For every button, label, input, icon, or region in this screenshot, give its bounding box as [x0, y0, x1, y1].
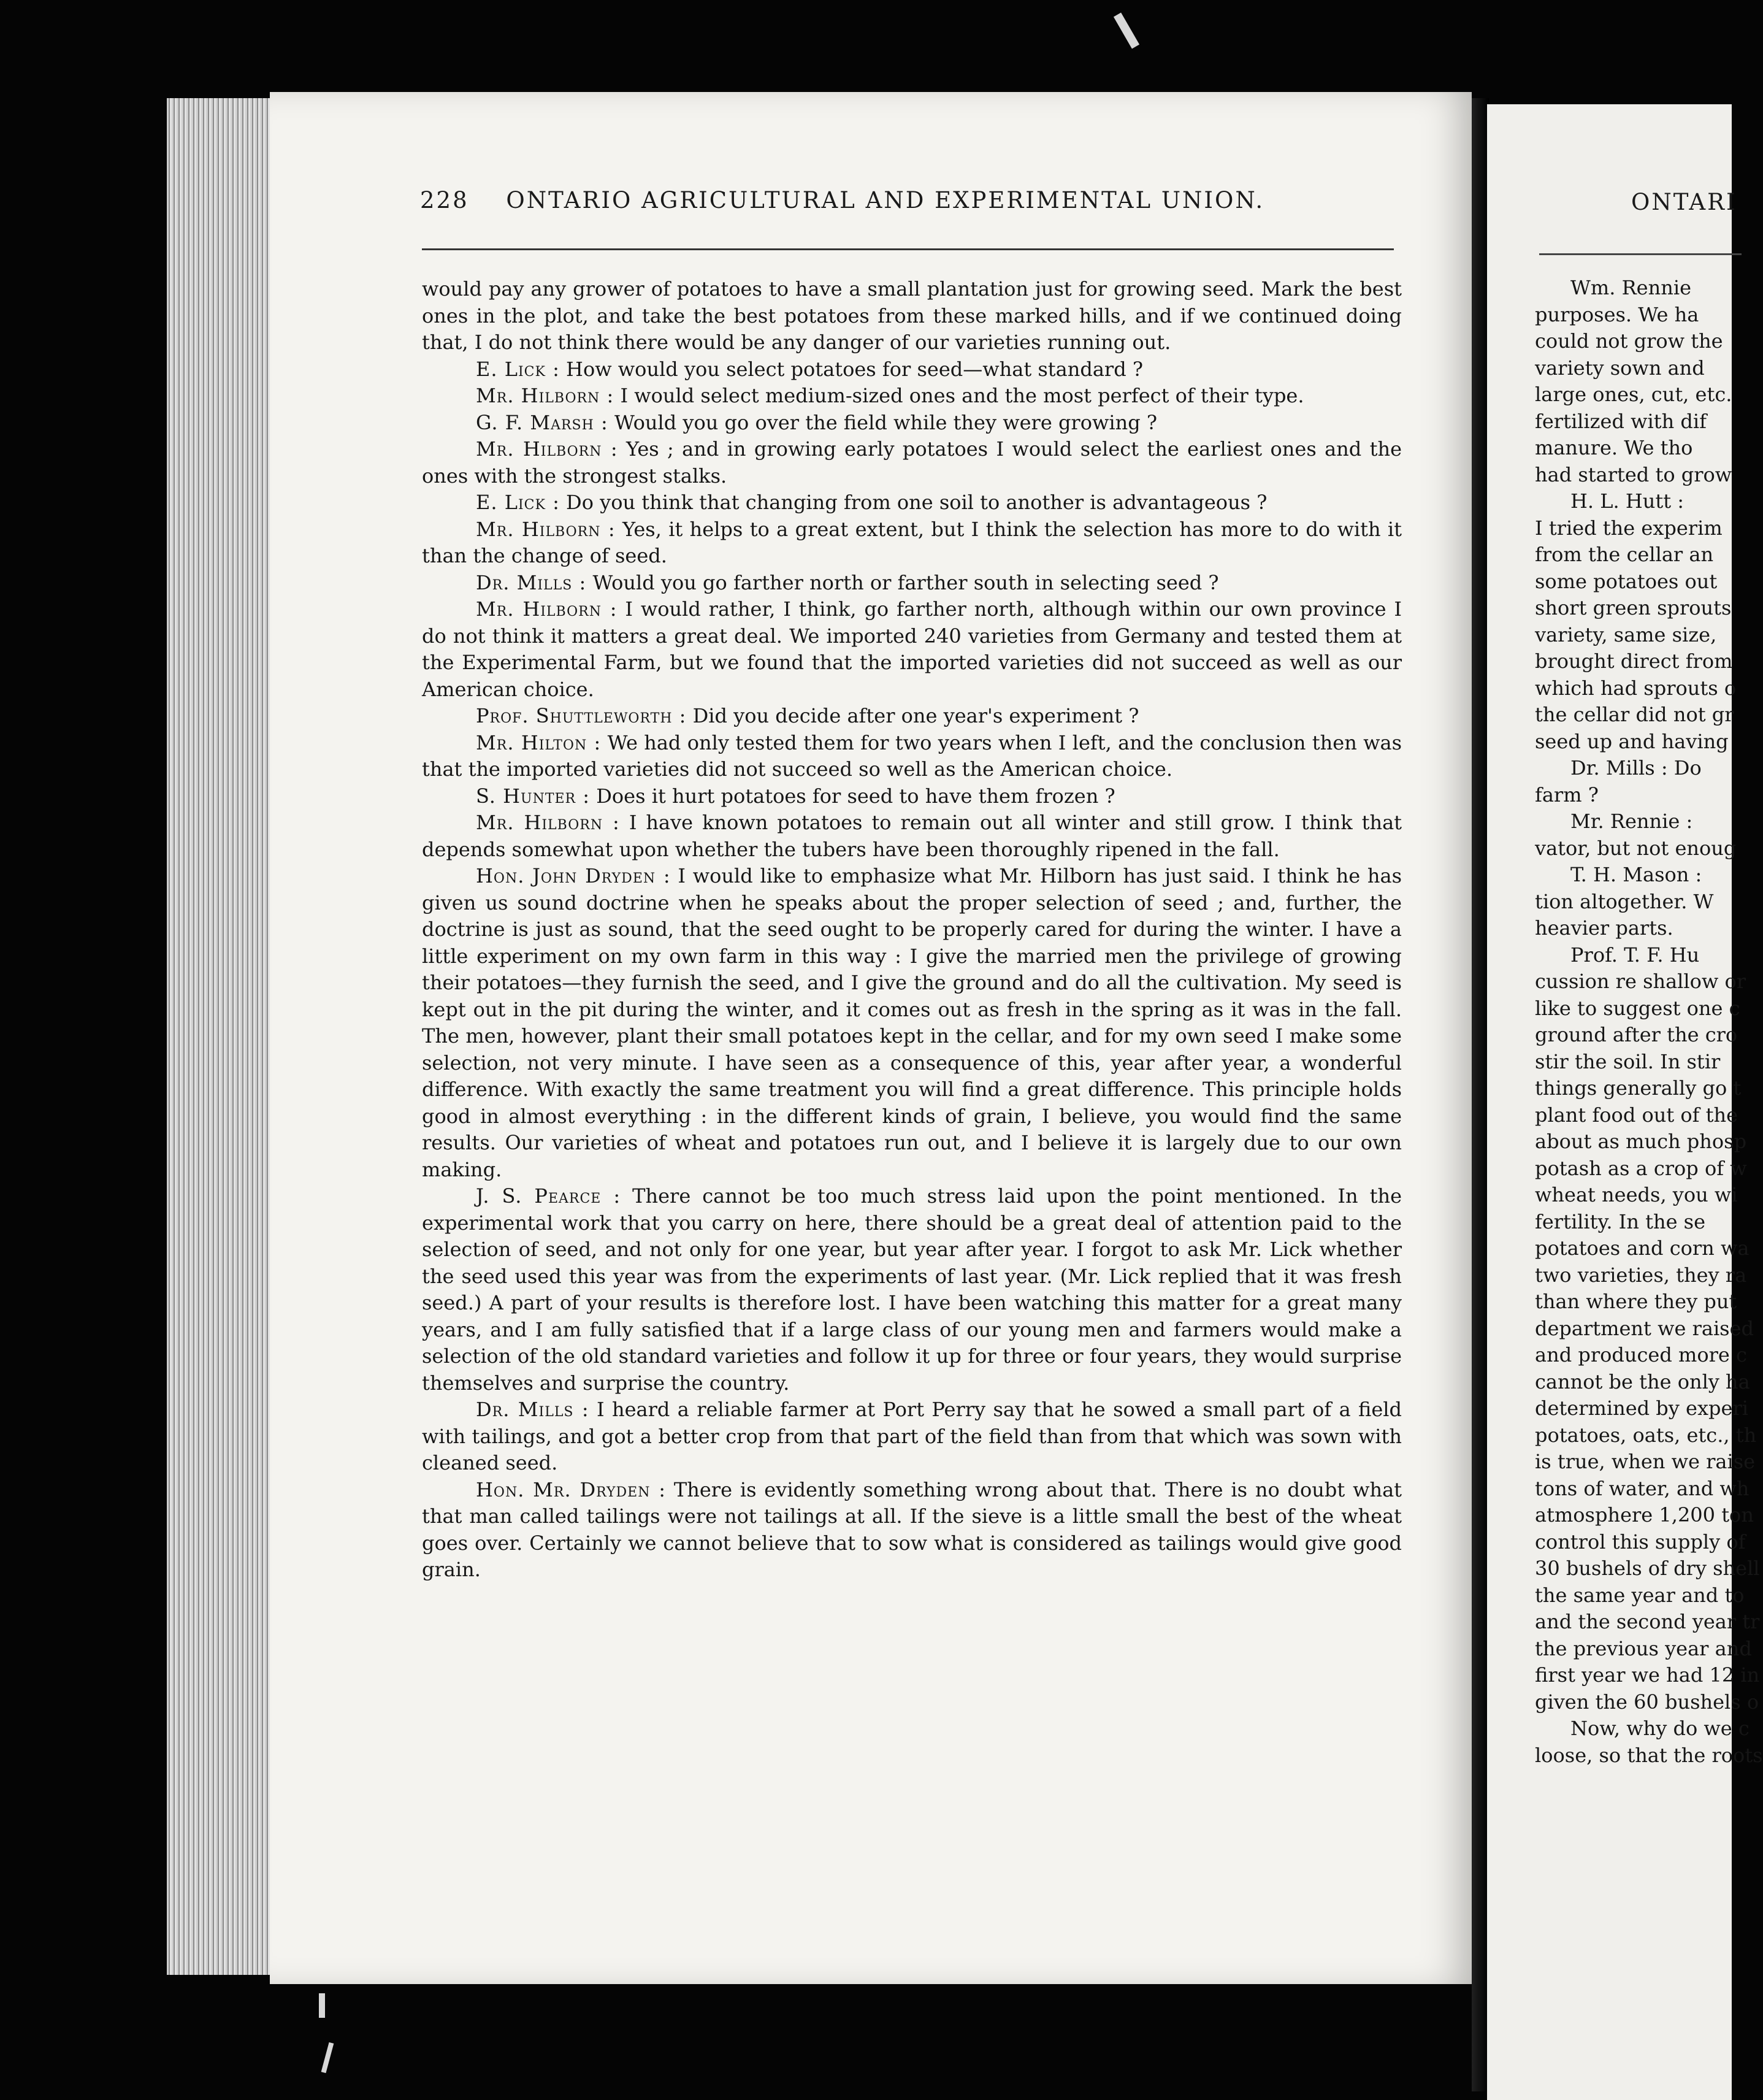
speaker-name: Prof. Shuttleworth : — [476, 704, 687, 727]
paragraph-text: Would you go over the field while they were growing ? — [614, 410, 1158, 434]
paragraph — [422, 810, 1402, 863]
right-page-line: had started to grow — [1535, 462, 1732, 486]
right-page-line: the cellar did not gr — [1535, 703, 1734, 726]
right-head-rule — [1539, 253, 1742, 255]
book-page-edges — [167, 98, 283, 1975]
right-page-line: manure. We tho — [1535, 436, 1693, 459]
paragraph-text: Yes, it helps to a great extent, but I think the selection has more to do with it than the change of seed. — [422, 517, 1402, 567]
right-page-line: heavier parts. — [1535, 916, 1673, 940]
right-page-line: T. H. Mason : — [1570, 863, 1702, 886]
right-page-line: like to suggest one c — [1535, 996, 1740, 1020]
paragraph — [422, 276, 1402, 356]
paragraph-text: Do you think that changing from one soil to another is advantageous ? — [566, 491, 1268, 514]
running-head — [420, 187, 1328, 224]
right-page-line: atmosphere 1,200 ton — [1535, 1503, 1754, 1527]
right-page-line: which had sprouts o — [1535, 676, 1737, 700]
right-page-line: ground after the cro — [1535, 1023, 1738, 1046]
paragraph — [422, 383, 1402, 410]
right-page-line: Mr. Rennie : — [1570, 810, 1693, 833]
speaker-name: G. F. Marsh : — [476, 410, 608, 434]
right-page-line: and the second year tr — [1535, 1610, 1760, 1633]
paragraph — [422, 356, 1402, 383]
speaker-name: Dr. Mills : — [476, 570, 587, 594]
right-page-line: variety sown and — [1535, 356, 1705, 380]
right-page-line: tons of water, and wh — [1535, 1476, 1750, 1500]
right-page-line: two varieties, they ra — [1535, 1263, 1747, 1287]
paragraph-text: We had only tested them for two years when I left, and the conclusion then was that the imported varieties did not succeed so well as the American choice. — [422, 730, 1402, 781]
running-head-title: ONTARIO AGRICULTURAL AND EXPERIMENTAL UNION. — [506, 187, 1265, 213]
speaker-name: Hon. John Dryden : — [476, 864, 671, 887]
speaker-name: J. S. Pearce : — [476, 1184, 621, 1208]
speaker-name: Hon. Mr. Dryden : — [476, 1477, 667, 1501]
speaker-name: Mr. Hilborn : — [476, 437, 618, 461]
right-page-line: stir the soil. In stir — [1535, 1049, 1721, 1073]
speaker-name: Mr. Hilborn : — [476, 597, 618, 621]
right-page-text — [1535, 275, 1763, 1769]
right-page-line: brought direct from — [1535, 650, 1733, 673]
right-page-line: farm ? — [1535, 783, 1599, 807]
paragraph-text: There is evidently something wrong about that. There is no doubt what that man called tailings were not tailings at all. If the sieve is a little small the best of the wheat goes over. Certainly we cannot believe that to sow what is considered as tailings would give good grain. — [422, 1477, 1402, 1581]
paragraph — [422, 570, 1402, 597]
right-page-line: plant food out of the — [1535, 1103, 1738, 1127]
speaker-name: Dr. Mills : — [476, 1398, 589, 1421]
paragraph — [422, 783, 1402, 810]
speaker-name: Mr. Hilborn : — [476, 811, 620, 834]
paragraph-text: Yes ; and in growing early potatoes I would select the earliest ones and the ones with the strongest stalks. — [422, 437, 1402, 488]
right-page-line: H. L. Hutt : — [1570, 489, 1685, 513]
right-page-line: potash as a crop of w — [1535, 1156, 1747, 1180]
paragraph-text: There cannot be too much stress laid upon the point mentioned. In the experimental work that you carry on here, there should be a great deal of attention paid to the selection of seed, and not only for one year, but year after year. I forgot to ask Mr. Lick whether the seed used this year was from the experiments of last year. (Mr. Lick replied that it was fresh seed.) A part of your results is therefore lost. I have been watching this matter for a great many years, and I am fully satisfied that if a large class of our young men and farmers would make a selection of the old standard varieties and follow it up for three or four years, they would surprise themselves and surprise the country. — [422, 1184, 1402, 1395]
speaker-name: Mr. Hilborn : — [476, 384, 614, 407]
paragraph — [422, 596, 1402, 703]
left-page-text — [422, 276, 1402, 1584]
right-page-line: Prof. T. F. Hu — [1570, 943, 1700, 967]
scan-mark — [319, 1993, 325, 2018]
speaker-name: E. Lick : — [476, 491, 560, 514]
paragraph-text: I heard a reliable farmer at Port Perry say that he sowed a small part of a field with tailings, and got a better crop from that part of the field than from that which was sown with cleaned seed. — [422, 1398, 1402, 1474]
paragraph — [422, 1397, 1402, 1477]
right-page-line: large ones, cut, etc. — [1535, 383, 1732, 406]
paragraph — [422, 703, 1402, 730]
right-page-line: fertility. In the se — [1535, 1209, 1706, 1233]
paragraph-text: I would rather, I think, go farther north, although within our own province I do not think it matters a great deal. We imported 240 varieties from Germany and tested them at the Experimental Farm, but we found that the imported varieties did not succeed as well as our American choice. — [422, 597, 1402, 701]
paragraph — [422, 436, 1402, 489]
paragraph-text: How would you select potatoes for seed—what standard ? — [566, 357, 1143, 381]
right-page-line: cussion re shallow or — [1535, 970, 1746, 993]
right-page-line: potatoes and corn wa — [1535, 1236, 1750, 1260]
scan-mark — [1114, 13, 1139, 49]
right-page-line: cannot be the only ha — [1535, 1370, 1750, 1393]
right-page-line: than where they put — [1535, 1290, 1737, 1313]
right-page-line: given the 60 bushels o — [1535, 1690, 1759, 1714]
paragraph-text: Does it hurt potatoes for seed to have them frozen ? — [596, 784, 1115, 808]
paragraph-text: I would select medium-sized ones and the most perfect of their type. — [620, 384, 1304, 407]
paragraph — [422, 863, 1402, 1183]
right-page-line: I tried the experim — [1535, 516, 1723, 540]
paragraph — [422, 516, 1402, 570]
paragraph-text: Would you go farther north or farther south in selecting seed ? — [592, 570, 1219, 594]
right-page-line: some potatoes out — [1535, 569, 1718, 593]
paragraph-text: I have known potatoes to remain out all winter and still grow. I think that depends somewhat upon whether the tubers have been thoroughly ripened in the fall. — [422, 811, 1402, 861]
paragraph — [422, 410, 1402, 437]
right-page-line: fertilized with dif — [1535, 409, 1707, 433]
head-rule — [422, 248, 1394, 250]
paragraph — [422, 730, 1402, 783]
paragraph-text: would pay any grower of potatoes to have a small plantation just for growing seed. Mark the best ones in the plot, and take the best potatoes from these marked hills, and if we continued doing that, I do not think there would be any danger of our varieties running out. — [422, 277, 1402, 354]
right-page-line: is true, when we raise — [1535, 1450, 1756, 1473]
speaker-name: Mr. Hilton : — [476, 730, 602, 754]
right-page-line: purposes. We ha — [1535, 302, 1699, 326]
right-page-line: about as much phosp — [1535, 1130, 1747, 1153]
paragraph — [422, 1183, 1402, 1397]
right-page-line: loose, so that the roots — [1535, 1743, 1763, 1767]
page-number: 228 — [420, 187, 469, 213]
right-page-line: seed up and having — [1535, 729, 1729, 753]
right-page — [1487, 104, 1763, 2100]
right-page-line: Dr. Mills : Do — [1570, 756, 1702, 780]
paragraph — [422, 1477, 1402, 1584]
right-page-line: from the cellar an — [1535, 543, 1714, 566]
book-gutter — [1472, 98, 1489, 2091]
speaker-name: S. Hunter : — [476, 784, 591, 808]
right-page-line: and produced more c — [1535, 1343, 1747, 1366]
right-page-line: vator, but not enoug — [1535, 836, 1737, 860]
right-page-line: tion altogether. W — [1535, 889, 1714, 913]
scan-mark — [321, 2042, 334, 2073]
right-page-line: department we raised — [1535, 1316, 1754, 1340]
right-page-line: could not grow the — [1535, 329, 1723, 353]
paragraph-text: Did you decide after one year's experiment ? — [692, 704, 1139, 727]
right-page-line: wheat needs, you wi — [1535, 1183, 1738, 1206]
right-page-line: Wm. Rennie — [1570, 276, 1691, 299]
right-page-line: control this supply of — [1535, 1530, 1746, 1554]
right-page-line: the previous year and — [1535, 1636, 1752, 1660]
right-page-line: things generally go t — [1535, 1076, 1742, 1100]
right-running-head: ONTARI — [1631, 189, 1737, 215]
right-page-line: determined by experi — [1535, 1397, 1748, 1420]
paragraph — [422, 489, 1402, 516]
right-page-line: Now, why do we c — [1570, 1717, 1750, 1740]
right-page-line: short green sprouts — [1535, 596, 1732, 619]
right-page-line: potatoes, oats, etc., th — [1535, 1423, 1757, 1447]
paragraph-text: I would like to emphasize what Mr. Hilborn has just said. I think he has given us sound doctrine when he speaks about the proper selection of seed ; and, further, the doctrine is just as sound, that the seed ought to be properly cared for during the winter. I have a little experiment on my own farm in this way : I give the married men the privilege of growing their potatoes—they furnish the seed, and I give the ground and do all the cultivation. My seed is kept out in the pit during the winter, and it comes out as fresh in the spring as it was in the fall. The men, however, plant their small potatoes kept in the cellar, and for my own seed I make some selection, not very minute. I have seen as a consequence of this, year after year, a wonderful difference. With exactly the same treatment you will find a great difference. This principle holds good in almost everything : in the different kinds of grain, I believe, you would find the same results. Our varieties of wheat and potatoes run out, and I believe it is largely due to our own making. — [422, 864, 1402, 1181]
speaker-name: E. Lick : — [476, 357, 560, 381]
right-page-line: variety, same size, — [1535, 623, 1717, 646]
right-page-line: first year we had 12 in — [1535, 1663, 1760, 1687]
speaker-name: Mr. Hilborn : — [476, 517, 616, 541]
right-page-line: 30 bushels of dry shell — [1535, 1557, 1760, 1580]
right-page-line: the same year and to — [1535, 1583, 1745, 1607]
